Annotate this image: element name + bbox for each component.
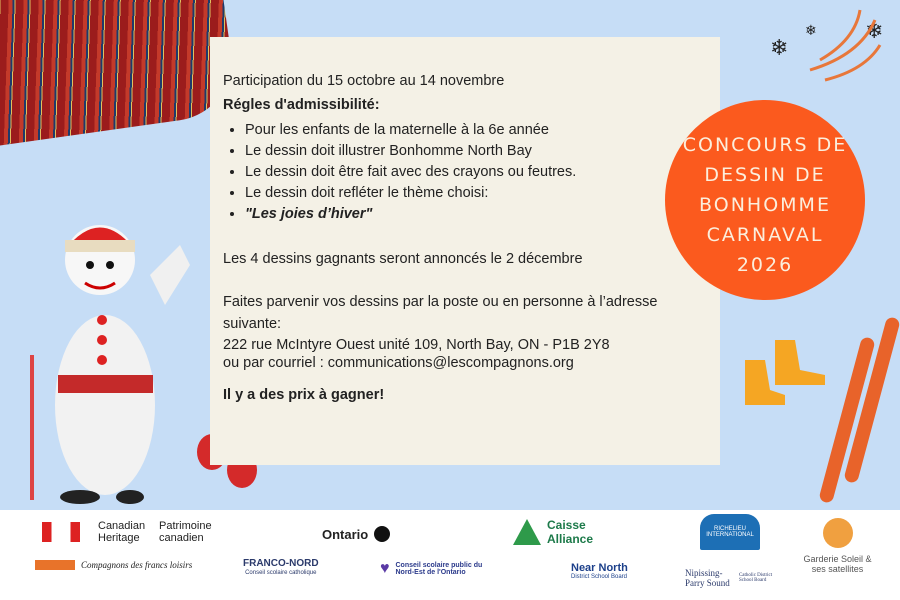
rules-list xyxy=(245,121,720,223)
franco-sub: Conseil scolaire catholique xyxy=(245,570,317,576)
compagnons-text: Compagnons des francs loisirs xyxy=(81,560,193,570)
garderie-text: Garderie Soleil & ses satellites xyxy=(803,554,872,574)
compagnons-icon xyxy=(35,560,75,570)
franco-nord-logo xyxy=(243,558,319,576)
csp-text: Conseil scolaire public du Nord-Est de l'Ontario xyxy=(395,562,483,576)
title-line: BONHOMME xyxy=(699,194,831,216)
email[interactable]: ou par courriel : communications@lescompagnons.org xyxy=(223,355,574,371)
sun-icon xyxy=(823,518,853,548)
compagnons-logo xyxy=(35,560,192,570)
rules-title: Régles d'admissibilité: xyxy=(223,97,380,113)
heritage-en: Canadian Heritage xyxy=(98,520,146,544)
heritage-fr: Patrimoine canadien xyxy=(159,520,212,544)
bonhomme-illustration xyxy=(30,205,200,505)
nipissing-sub: Catholic District School Board xyxy=(738,573,773,583)
address: 222 rue McIntyre Ouest unité 109, North Bay, ON - P1B 2Y8 xyxy=(223,337,610,353)
title-line: DESSIN DE xyxy=(704,164,826,186)
svg-text:❄: ❄ xyxy=(805,22,817,38)
caisse-icon xyxy=(513,519,541,545)
rule-item: • Le dessin doit refléter le thème choisi: xyxy=(245,184,720,202)
canadian-heritage-logo xyxy=(42,520,219,544)
sponsor-footer xyxy=(0,510,900,600)
svg-text:❄: ❄ xyxy=(770,35,789,60)
nipissing-text: Nipissing-Parry Sound xyxy=(685,568,730,588)
trillium-icon xyxy=(374,526,390,542)
title-line: CONCOURS DE xyxy=(682,134,848,156)
csp-logo xyxy=(380,560,490,578)
participation-dates: Participation du 15 octobre au 14 novembre xyxy=(223,73,505,89)
title-badge xyxy=(665,100,865,300)
richelieu-text: RICHELIEU INTERNATIONAL xyxy=(706,526,754,538)
rule-item: • Pour les enfants de la maternelle à la 6e année xyxy=(245,121,720,139)
garderie-logo xyxy=(800,518,875,574)
richelieu-logo xyxy=(700,514,760,550)
send-text: Faites parvenir vos dessins par la poste ou en personne à l’adresse suivante: xyxy=(223,294,658,332)
prizes-text: Il y a des prix à gagner! xyxy=(223,387,385,403)
title-line: CARNAVAL xyxy=(706,224,824,246)
canada-flag-icon xyxy=(42,522,80,542)
franco-text: FRANCO-NORD xyxy=(243,558,319,569)
rule-item: • Le dessin doit être fait avec des crayons ou feutres. xyxy=(245,163,720,181)
nearnorth-text: Near North xyxy=(571,562,628,574)
theme-item xyxy=(245,205,720,223)
rules-card xyxy=(210,37,720,465)
caisse-text: Caisse Alliance xyxy=(547,518,594,546)
nipissing-logo xyxy=(685,568,775,588)
caisse-alliance-logo xyxy=(513,518,607,546)
ontario-text: Ontario xyxy=(322,526,369,542)
title-line: 2026 xyxy=(736,254,794,276)
sash-illustration xyxy=(0,0,239,147)
nearnorth-sub: District School Board xyxy=(571,574,628,580)
ontario-logo xyxy=(322,526,390,542)
snowflake-wind-icon xyxy=(765,0,900,95)
winners-text: Les 4 dessins gagnants seront annoncés le 2 décembre xyxy=(223,251,583,267)
skates-skis-illustration xyxy=(735,295,900,510)
rule-item: • Le dessin doit illustrer Bonhomme North Bay xyxy=(245,142,720,160)
theme-text: "Les joies d’hiver" xyxy=(245,206,373,222)
heart-icon: ♥ xyxy=(380,560,390,577)
near-north-logo xyxy=(543,562,628,580)
svg-text:❄: ❄ xyxy=(865,18,884,43)
